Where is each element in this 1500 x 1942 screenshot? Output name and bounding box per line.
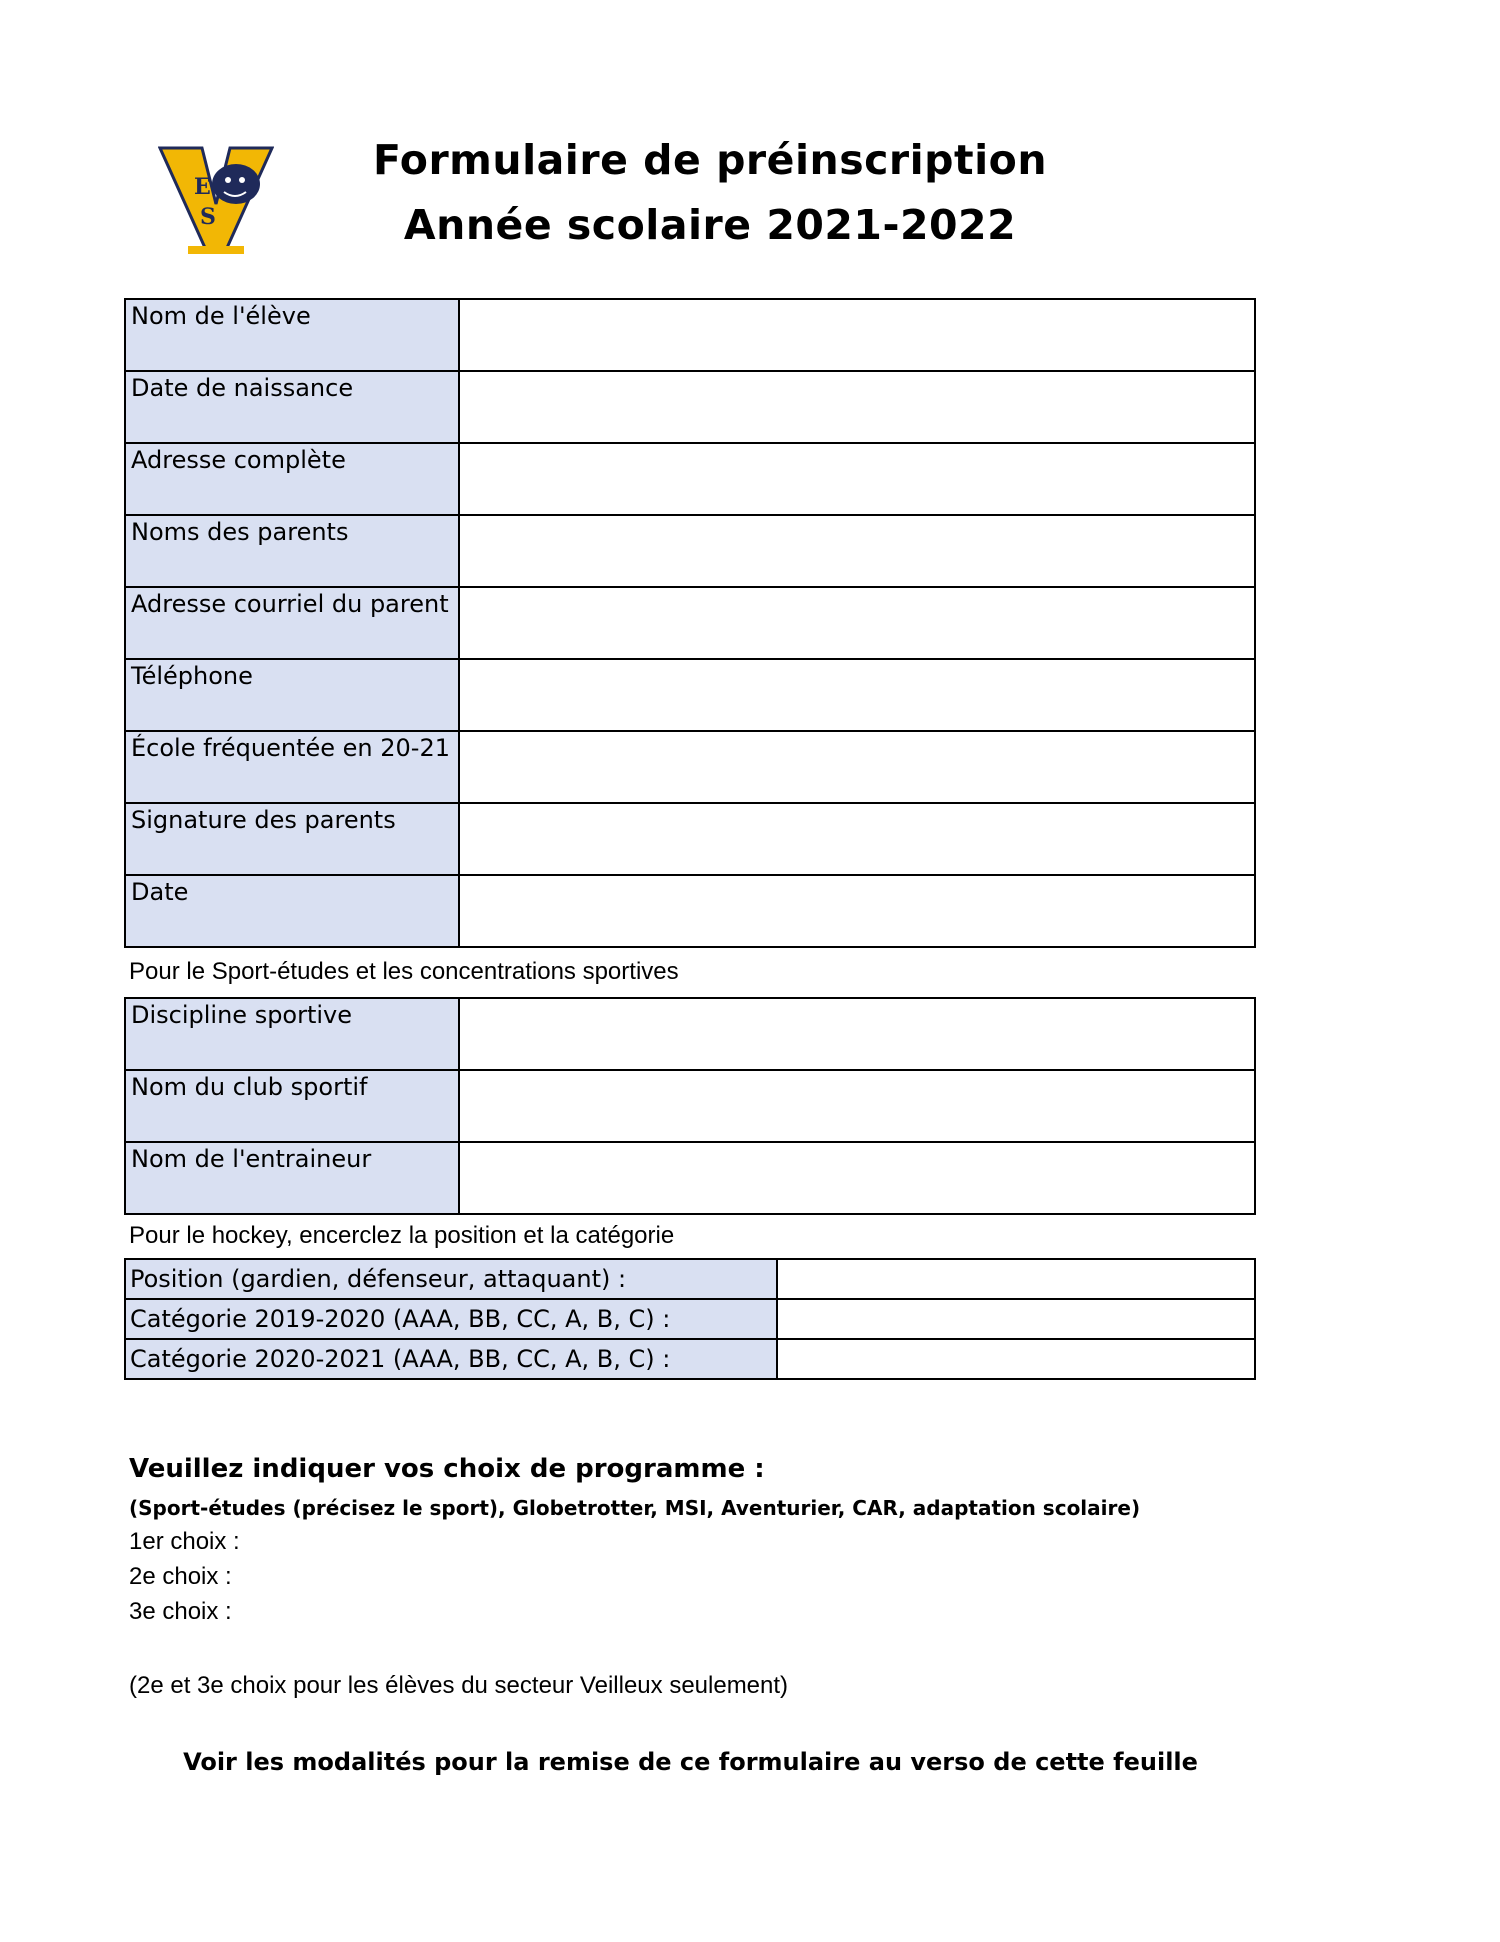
field-label: Nom du club sportif: [125, 1070, 459, 1142]
field-value[interactable]: [459, 299, 1255, 371]
field-label: Catégorie 2019-2020 (AAA, BB, CC, A, B, C) :: [125, 1299, 777, 1339]
field-label: Téléphone: [125, 659, 459, 731]
field-label: Nom de l'élève: [125, 299, 459, 371]
choice-footnote: (2e et 3e choix pour les élèves du secteur Veilleux seulement): [129, 1672, 789, 1699]
verso-note: Voir les modalités pour la remise de ce formulaire au verso de cette feuille: [183, 1748, 1198, 1776]
field-value[interactable]: [459, 803, 1255, 875]
sport-field-row: [125, 998, 1255, 1070]
student-field-row: [125, 371, 1255, 443]
school-year-title: Année scolaire 2021-2022: [403, 201, 1017, 249]
field-value[interactable]: [459, 371, 1255, 443]
student-field-row: [125, 443, 1255, 515]
hockey-section-note: Pour le hockey, encerclez la position et la catégorie: [129, 1222, 675, 1249]
school-logo-icon: [158, 146, 274, 254]
student-info-table: [124, 298, 1256, 948]
hockey-info-table: [124, 1258, 1256, 1380]
first-choice-label: 1er choix :: [129, 1528, 240, 1555]
field-value[interactable]: [777, 1339, 1255, 1379]
field-value[interactable]: [459, 1142, 1255, 1214]
sport-info-table: [124, 997, 1256, 1215]
field-value[interactable]: [459, 443, 1255, 515]
form-title: Formulaire de préinscription: [372, 136, 1048, 184]
field-value[interactable]: [777, 1299, 1255, 1339]
field-label: Catégorie 2020-2021 (AAA, BB, CC, A, B, C) :: [125, 1339, 777, 1379]
program-options-list: (Sport-études (précisez le sport), Globetrotter, MSI, Aventurier, CAR, adaptation scolaire): [129, 1496, 1141, 1520]
field-label: Position (gardien, défenseur, attaquant) :: [125, 1259, 777, 1299]
student-field-row: [125, 803, 1255, 875]
field-value[interactable]: [459, 659, 1255, 731]
student-field-row: [125, 659, 1255, 731]
third-choice-label: 3e choix :: [129, 1598, 232, 1625]
field-label: Noms des parents: [125, 515, 459, 587]
hockey-field-row: [125, 1259, 1255, 1299]
field-value[interactable]: [459, 998, 1255, 1070]
field-value[interactable]: [459, 515, 1255, 587]
field-label: Signature des parents: [125, 803, 459, 875]
hockey-field-row: [125, 1339, 1255, 1379]
field-label: Adresse complète: [125, 443, 459, 515]
second-choice-label: 2e choix :: [129, 1563, 232, 1590]
student-field-row: [125, 299, 1255, 371]
field-label: Nom de l'entraineur: [125, 1142, 459, 1214]
field-label: Date: [125, 875, 459, 947]
field-value[interactable]: [459, 587, 1255, 659]
field-value[interactable]: [459, 1070, 1255, 1142]
student-field-row: [125, 731, 1255, 803]
field-label: École fréquentée en 20-21: [125, 731, 459, 803]
student-field-row: [125, 587, 1255, 659]
field-value[interactable]: [459, 875, 1255, 947]
hockey-field-row: [125, 1299, 1255, 1339]
field-label: Date de naissance: [125, 371, 459, 443]
sport-field-row: [125, 1070, 1255, 1142]
sport-section-note: Pour le Sport-études et les concentrations sportives: [129, 958, 679, 985]
svg-text:S: S: [200, 204, 216, 230]
program-choice-title: Veuillez indiquer vos choix de programme :: [129, 1454, 765, 1484]
svg-text:E: E: [194, 174, 211, 200]
student-field-row: [125, 875, 1255, 947]
field-label: Discipline sportive: [125, 998, 459, 1070]
field-value[interactable]: [459, 731, 1255, 803]
student-field-row: [125, 515, 1255, 587]
sport-field-row: [125, 1142, 1255, 1214]
field-label: Adresse courriel du parent: [125, 587, 459, 659]
field-value[interactable]: [777, 1259, 1255, 1299]
